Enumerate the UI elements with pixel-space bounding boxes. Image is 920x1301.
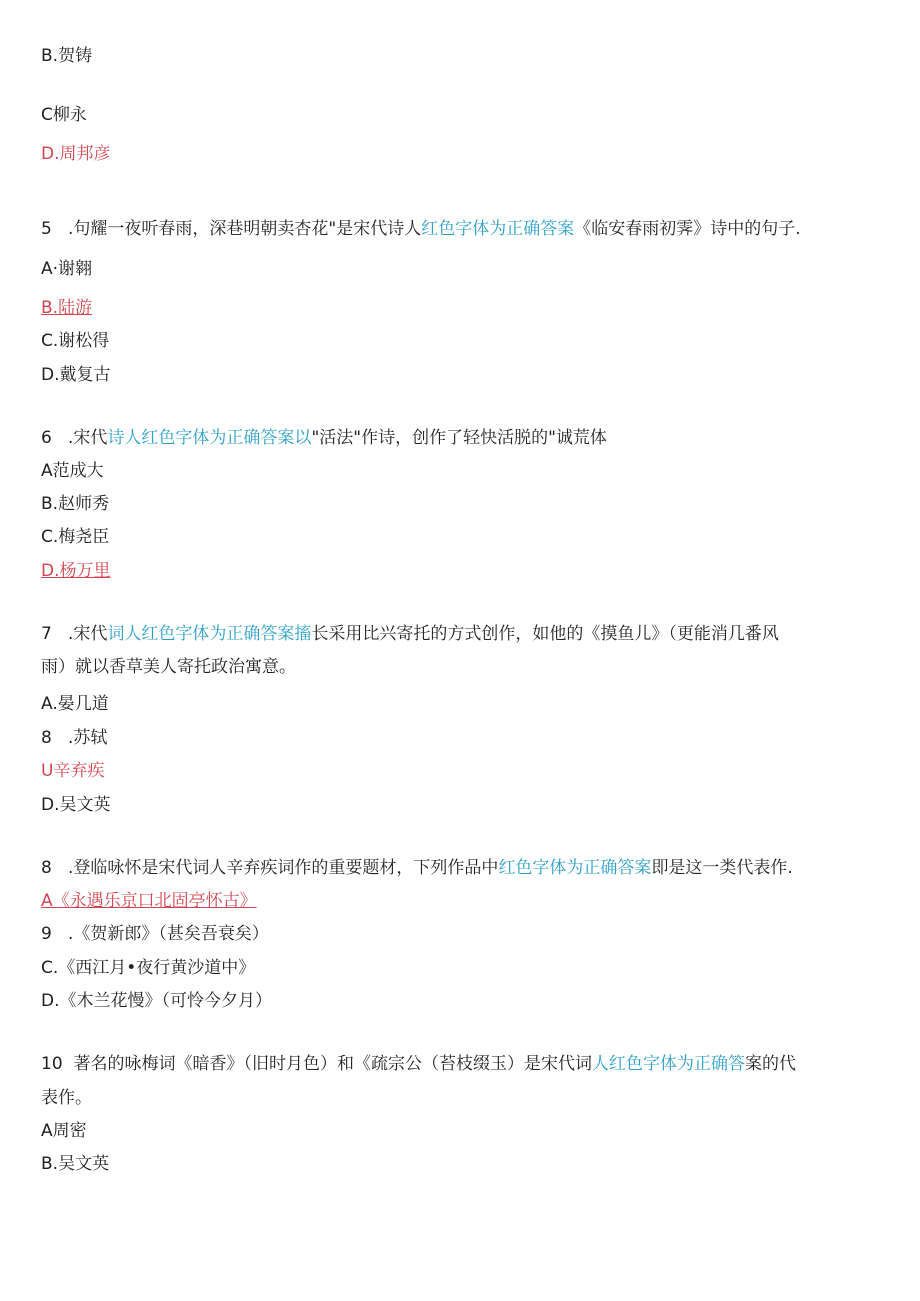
question-text: 5 .句耀一夜听春雨，深巷明朝卖杏花"是宋代诗人 bbox=[41, 219, 422, 239]
question-text: 即是这一类代表作. bbox=[651, 858, 793, 878]
option-text: C.谢松得 bbox=[41, 331, 110, 351]
answer-option bbox=[41, 359, 880, 391]
option-text: U辛弃疾 bbox=[41, 761, 105, 781]
answer-option bbox=[41, 325, 880, 357]
question-7 bbox=[41, 618, 880, 650]
answer-option bbox=[41, 99, 880, 131]
option-text: B.贺铸 bbox=[41, 46, 93, 66]
option-text: C.《西江月•夜行黄沙道中》 bbox=[41, 958, 256, 978]
watermark-text: 红色字体为正确答案 bbox=[498, 858, 652, 878]
watermark-text: 诗人红色字体为正确答案以 bbox=[107, 428, 312, 448]
option-text: 8 .苏轼 bbox=[41, 728, 108, 748]
option-text: D.吴文英 bbox=[41, 795, 111, 815]
question-text: 案的代 bbox=[744, 1054, 796, 1074]
question-10-continued bbox=[41, 1082, 880, 1114]
question-text: 长采用比兴寄托的方式创作，如他的《摸鱼儿》（更能消几番风 bbox=[311, 624, 779, 644]
answer-option bbox=[41, 688, 880, 720]
option-text: 9 .《贺新郎》（甚矣吾衰矣） bbox=[41, 924, 269, 944]
question-5 bbox=[41, 213, 880, 245]
question-text: 10 著名的咏梅词《暗香》（旧时月色）和《疏宗公（苔枝缀玉）是宋代词 bbox=[41, 1054, 592, 1074]
option-text: A.晏几道 bbox=[41, 694, 109, 714]
answer-option bbox=[41, 488, 880, 520]
option-text: A《永遇乐京口北固亭怀古》 bbox=[41, 891, 257, 911]
option-text: B.陆游 bbox=[41, 298, 93, 318]
option-text: D.周邦彦 bbox=[41, 144, 111, 164]
answer-option bbox=[41, 985, 880, 1017]
correct-answer-option bbox=[41, 555, 880, 587]
correct-answer-option bbox=[41, 755, 880, 787]
option-text: A周密 bbox=[41, 1121, 87, 1141]
answer-option bbox=[41, 521, 880, 553]
question-text: "活法"作诗，创作了轻快活脱的"诚荒体 bbox=[311, 428, 607, 448]
option-text: B.吴文英 bbox=[41, 1154, 110, 1174]
answer-option bbox=[41, 40, 880, 72]
question-7-continued bbox=[41, 651, 880, 683]
option-text: D.戴复古 bbox=[41, 365, 111, 385]
question-text: 7 .宋代 bbox=[41, 624, 108, 644]
option-text: B.赵师秀 bbox=[41, 494, 110, 514]
answer-option bbox=[41, 1115, 880, 1147]
answer-option bbox=[41, 918, 880, 950]
question-6 bbox=[41, 422, 880, 454]
question-text: 8 .登临咏怀是宋代词人辛弃疾词作的重要题材，下列作品中 bbox=[41, 858, 499, 878]
watermark-text: 人红色字体为正确答 bbox=[591, 1054, 745, 1074]
question-text: 6 .宋代 bbox=[41, 428, 108, 448]
answer-option bbox=[41, 1148, 880, 1180]
answer-option bbox=[41, 253, 880, 285]
correct-answer-option bbox=[41, 138, 880, 170]
question-text: 雨）就以香草美人寄托政治寓意。 bbox=[41, 657, 296, 677]
question-text: 表作。 bbox=[41, 1088, 92, 1108]
answer-option bbox=[41, 455, 880, 487]
answer-option bbox=[41, 722, 880, 754]
correct-answer-option bbox=[41, 292, 880, 324]
option-text: A范成大 bbox=[41, 461, 104, 481]
option-text: C柳永 bbox=[41, 105, 87, 125]
option-text: A·谢翱 bbox=[41, 259, 93, 279]
question-10 bbox=[41, 1048, 880, 1080]
correct-answer-option bbox=[41, 885, 880, 917]
option-text: C.梅尧臣 bbox=[41, 527, 110, 547]
question-text: 《临安春雨初霁》诗中的句子. bbox=[574, 219, 801, 239]
answer-option bbox=[41, 952, 880, 984]
watermark-text: 红色字体为正确答案 bbox=[421, 219, 575, 239]
question-8 bbox=[41, 852, 880, 884]
option-text: D.《木兰花慢》（可怜今夕月） bbox=[41, 991, 272, 1011]
answer-option bbox=[41, 789, 880, 821]
watermark-text: 词人红色字体为正确答案搐 bbox=[107, 624, 312, 644]
option-text: D.杨万里 bbox=[41, 561, 111, 581]
